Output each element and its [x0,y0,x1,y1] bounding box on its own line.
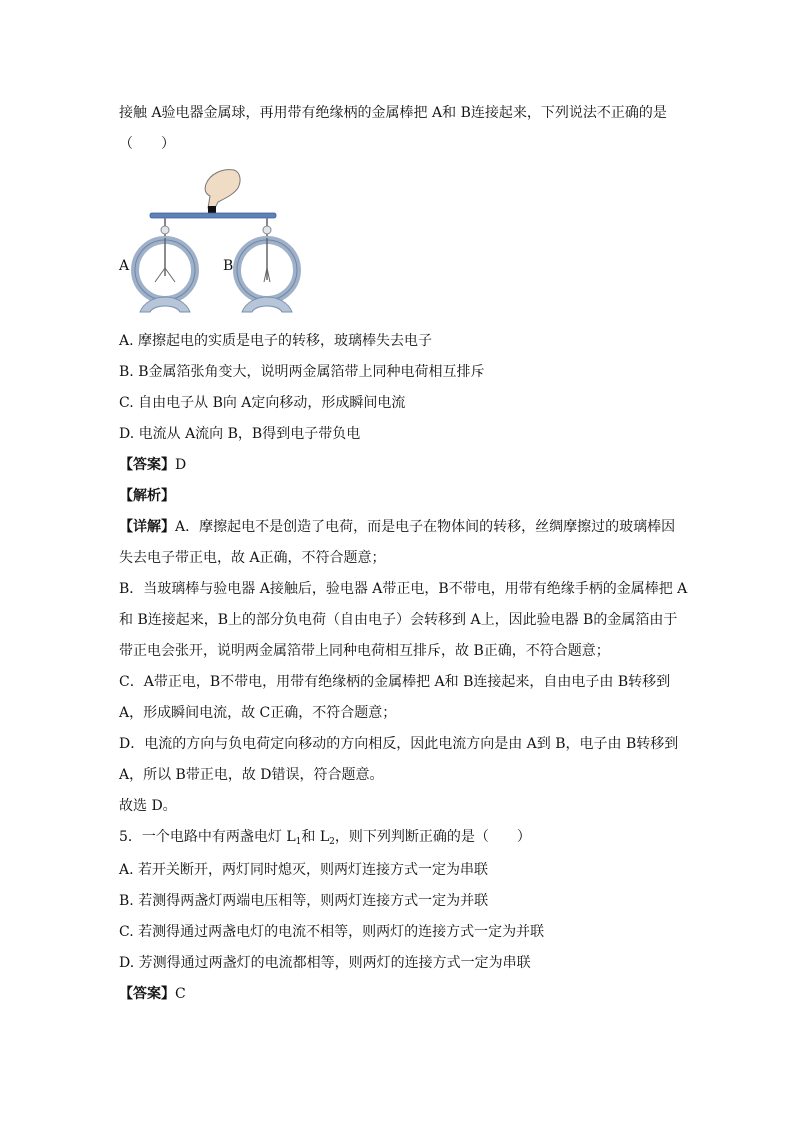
q5-stem-prefix: 5．一个电路中有两盏电灯 L [119,829,296,845]
q5-stem-suffix: ，则下列判断正确的是（ ） [334,829,531,845]
detail-line-3: B．当玻璃棒与验电器 A接触后，验电器 A带正电，B不带电，用带有绝缘手柄的金属棒把 A [119,581,688,597]
q4-option-a: A. 摩擦起电的实质是电子的转移，玻璃棒失去电子 [119,333,433,349]
q4-stem-line1: 接触 A验电器金属球，再用带有绝缘柄的金属棒把 A和 B连接起来，下列说法不正确的是 [119,105,667,121]
q5-option-d: D. 芳测得通过两盏灯的电流都相等，则两灯的连接方式一定为串联 [119,955,531,971]
detail-line-2: 失去电子带正电，故 A正确，不符合题意； [119,550,386,566]
electroscope-illustration [118,164,318,324]
detail-text: A．摩擦起电不是创造了电荷，而是电子在物体间的转移，丝绸摩擦过的玻璃棒因 [175,519,676,535]
q5-option-b: B. 若测得两盏灯两端电压相等，则两灯连接方式一定为并联 [119,893,489,909]
electroscope-b [237,218,297,312]
metal-rod [150,213,276,218]
analysis-tag: 【解析】 [119,488,175,504]
answer-value: C [175,986,186,1002]
q5-answer [119,984,186,1004]
figure-label-b: B [223,258,234,274]
detail-line-10: 故选 D。 [119,798,177,814]
q4-option-c: C. 自由电子从 B向 A定向移动，形成瞬间电流 [119,395,406,411]
electroscope-figure [118,164,318,324]
detail-line-6: C．A带正电，B不带电，用带有绝缘柄的金属棒把 A和 B连接起来，自由电子由 B转移到 [119,674,671,690]
q4-option-d: D. 电流从 A流向 B，B得到电子带负电 [119,426,361,442]
q5-option-c: C. 若测得通过两盏电灯的电流不相等，则两灯的连接方式一定为并联 [119,924,545,940]
detail-tag: 【详解】 [119,519,175,535]
detail-line-5: 带正电会张开，说明两金属箔带上同种电荷相互排斥，故 B正确，不符合题意； [119,643,610,659]
q5-subscript-1: 1 [295,837,302,847]
detail-line-9: A，所以 B带正电，故 D错误，符合题意。 [119,767,384,783]
q5-option-a: A. 若开关断开，两灯同时熄灭，则两灯连接方式一定为串联 [119,862,489,878]
q5-stem-mid: 和 L [301,829,330,845]
answer-tag: 【答案】 [119,457,175,473]
figure-label-a: A [119,258,130,274]
q4-stem-line2: （ ） [119,136,175,152]
detail-line-7: A，形成瞬间电流，故 C正确，不符合题意； [119,705,397,721]
electroscope-a [135,218,195,312]
detail-line-4: 和 B连接起来，B上的部分负电荷（自由电子）会转移到 A上，因此验电器 B的金属箔由于 [119,612,678,628]
q5-stem [119,827,531,852]
q4-answer [119,455,186,475]
detail-line-1 [119,517,675,537]
answer-value: D [175,457,187,473]
q4-option-b: B. B金属箔张角变大，说明两金属箔带上同种电荷相互排斥 [119,364,485,380]
detail-line-8: D．电流的方向与负电荷定向移动的方向相反，因此电流方向是由 A到 B，电子由 B转移到 [119,736,679,752]
hand-icon [205,170,240,210]
answer-tag: 【答案】 [119,986,175,1002]
q5-subscript-2: 2 [329,837,335,847]
